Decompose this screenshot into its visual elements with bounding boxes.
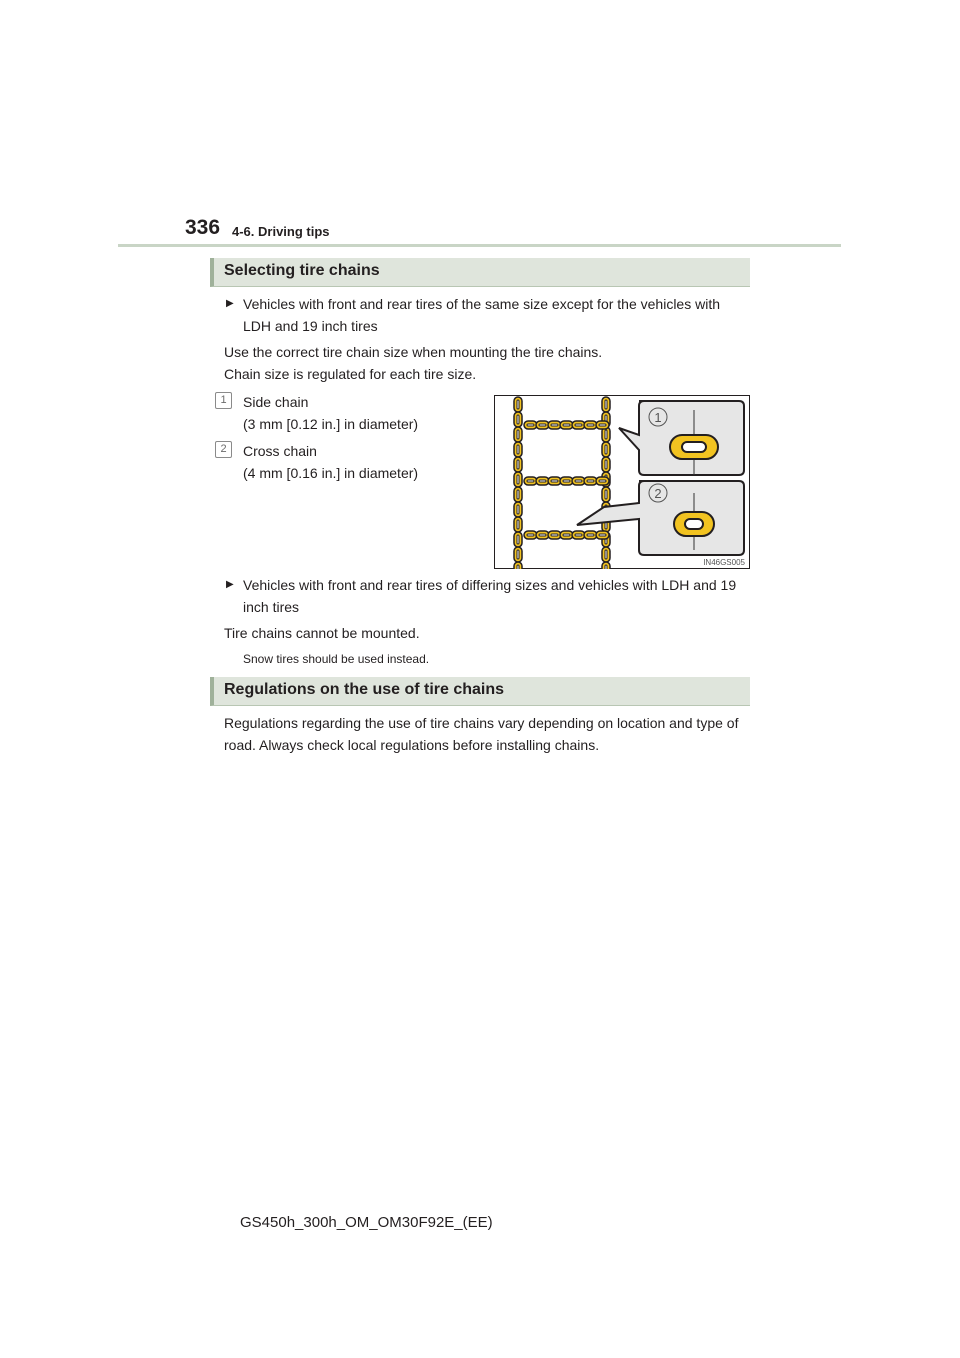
side-chain-link-hole [517,415,519,424]
cross-chain-link-hole [527,424,534,426]
cross-chain-link-hole [539,534,546,536]
side-chain-link-hole [517,475,519,484]
bullet-same-size [226,293,750,337]
cross-chain-link-hole [551,424,558,426]
section-heading-selecting-chains [210,258,750,287]
callout-label-2: 2 [654,486,662,501]
section-label: 4-6. Driving tips [232,224,330,239]
bullet-differing-size [226,574,750,618]
side-chain-link-hole [517,430,519,439]
side-chain-link-hole [605,490,607,499]
cross-chain-link-hole [575,424,582,426]
item-side-chain-diameter: (3 mm [0.12 in.] in diameter) [243,416,419,432]
cross-chain-link-hole [587,534,594,536]
cross-chain-link-hole [539,424,546,426]
paragraph-regulations: Regulations regarding the use of tire chains vary depending on location and type of road. Always check local regulations before installing chains. [224,715,739,753]
section-title: Selecting tire chains [224,262,380,279]
bullet-text: Vehicles with front and rear tires of the same size except for the vehicles with LDH and 19 inch tires [243,296,721,334]
side-chain-link-hole [517,445,519,454]
cross-chain-link-hole [599,534,606,536]
cross-chain-link-hole [527,534,534,536]
header-rule [118,244,841,247]
side-chain-link-hole [517,460,519,469]
cross-chain-link-hole [563,534,570,536]
side-chain-link-hole [517,520,519,529]
cross-chain-link-hole [587,480,594,482]
section-title: Regulations on the use of tire chains [224,681,505,698]
tire-chain-illustration [494,395,750,569]
cross-chain-link-hole [599,424,606,426]
arrow-bullet-icon: ▶ [226,579,234,590]
item-number-1: 1 [215,392,232,409]
side-chain-link-hole [517,565,519,569]
side-chain-link-hole [517,535,519,544]
cross-chain-link-hole [575,534,582,536]
paragraph-cannot-mount: Tire chains cannot be mounted. [224,625,420,641]
callout-label-1: 1 [654,410,662,425]
side-chain-link-hole [605,400,607,409]
item-cross-chain: Cross chain [243,443,317,459]
item-side-chain: Side chain [243,394,309,410]
side-chain-link-hole [517,550,519,559]
side-chain-link-hole [605,445,607,454]
side-chain-link-hole [517,490,519,499]
page-number: 336 [185,216,221,239]
paragraph-chain-size: Use the correct tire chain size when mounting the tire chains. [224,344,603,360]
note-snow-tires: Snow tires should be used instead. [243,652,430,666]
side-chain-link-hole [605,460,607,469]
cross-chain-link-hole [551,534,558,536]
cross-chain-link-hole [527,480,534,482]
cross-chain-link-hole [587,424,594,426]
paragraph-regulated: Chain size is regulated for each tire size. [224,366,477,382]
figure-code: IN46GS005 [703,558,745,567]
bullet-text: Vehicles with front and rear tires of differing sizes and vehicles with LDH and 19 inch tires [243,577,737,615]
item-number-2: 2 [215,441,232,458]
cross-chain-link-hole [551,480,558,482]
cross-chain-link-hole [539,480,546,482]
side-chain-link-hole [605,430,607,439]
side-chain-link-hole [517,505,519,514]
footer-code: GS450h_300h_OM_OM30F92E_(EE) [240,1214,493,1231]
arrow-bullet-icon: ▶ [226,298,234,309]
cross-chain-link-hole [599,480,606,482]
side-chain-link-hole [605,565,607,569]
section-heading-regulations [210,677,750,706]
side-chain-link-hole [605,550,607,559]
cross-chain-link-hole [563,424,570,426]
side-chain-link-hole [517,400,519,409]
cross-chain-link-hole [563,480,570,482]
item-cross-chain-diameter: (4 mm [0.16 in.] in diameter) [243,465,419,481]
cross-chain-link-hole [575,480,582,482]
